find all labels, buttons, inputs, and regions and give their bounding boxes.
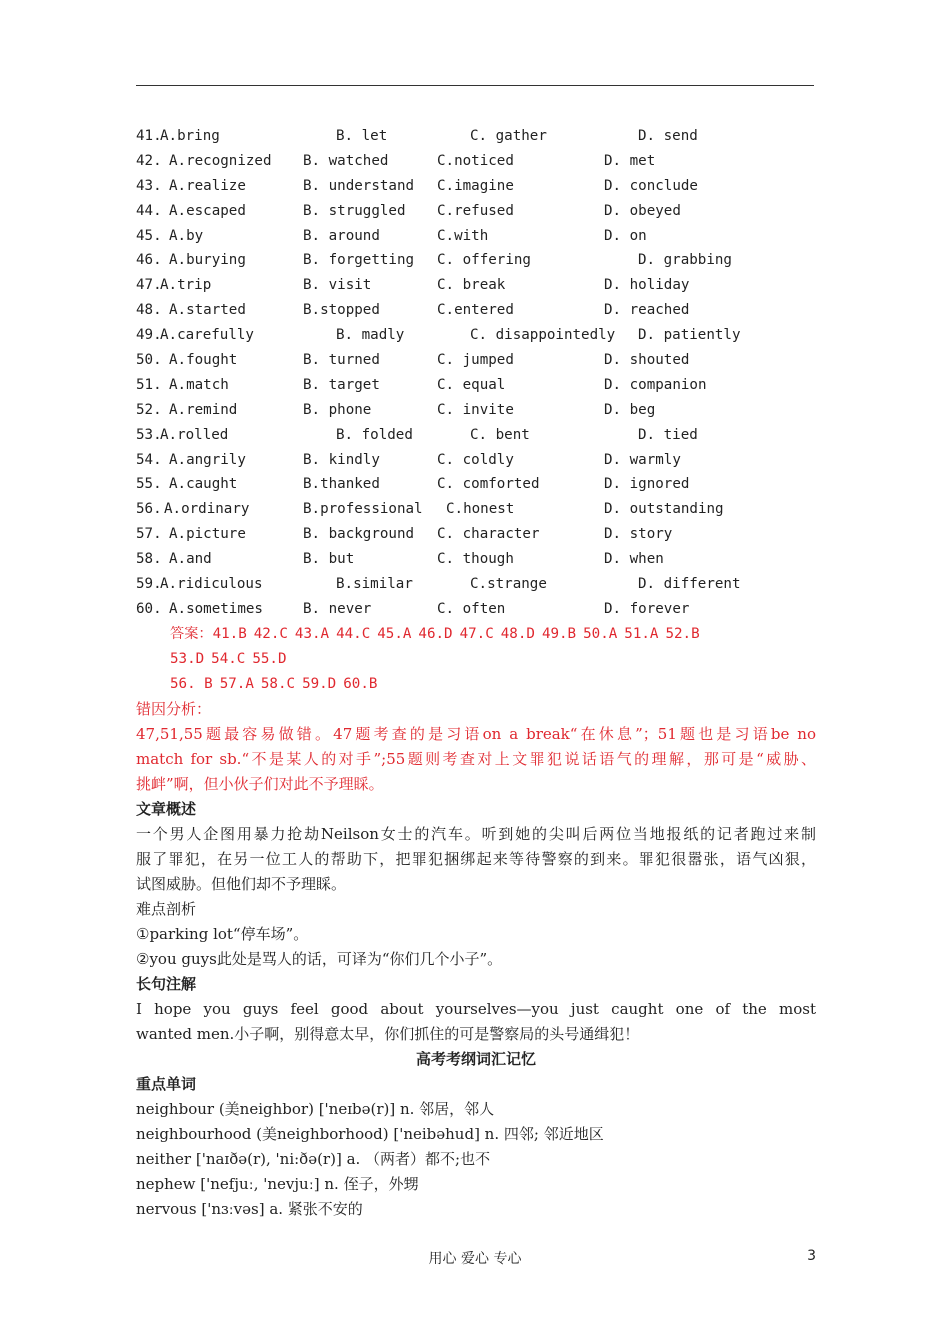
answer-entry: 45.A — [377, 625, 412, 642]
option-d: D. tied — [638, 426, 698, 443]
cloze-item-row — [136, 423, 816, 448]
cloze-item-row — [136, 522, 816, 547]
option-b: B. turned — [303, 352, 380, 369]
item-number: 48. — [136, 302, 162, 319]
cloze-item-row — [136, 497, 816, 522]
option-a: A.ridiculous — [160, 576, 263, 593]
cloze-item-row — [136, 373, 816, 398]
option-d: D. holiday — [604, 277, 690, 294]
difficulty-item: ①parking lot“停车场”。 — [136, 924, 309, 943]
option-d: D. forever — [604, 600, 690, 617]
option-a: A.caught — [169, 476, 238, 493]
error-analysis-heading: 错因分析： — [136, 699, 212, 718]
option-a: A.bring — [160, 128, 220, 144]
option-a: A.remind — [169, 401, 238, 418]
item-number: 46. — [136, 252, 162, 269]
error-analysis-line: 挑衅”啊，但小伙子们对此不予理睬。 — [136, 774, 384, 793]
option-a: A.rolled — [160, 426, 229, 443]
option-d: D. on — [604, 227, 647, 244]
option-b: B. never — [303, 600, 372, 617]
option-a: A.carefully — [160, 327, 254, 344]
summary-heading: 文章概述 — [136, 799, 197, 818]
item-number: 51. — [136, 376, 162, 393]
item-number: 53. — [136, 426, 162, 443]
option-b: B. madly — [336, 327, 405, 344]
option-b: B.professional — [303, 501, 423, 518]
cloze-options-list — [136, 124, 816, 622]
option-c: C. break — [437, 277, 506, 294]
option-c: C.entered — [437, 302, 514, 319]
answer-entry: 答案：41.B — [170, 625, 247, 642]
cloze-item-row — [136, 572, 816, 597]
answer-entry: 55.D — [252, 650, 287, 667]
cloze-item-row — [136, 248, 816, 273]
error-analysis-line: match for sb.“不是某人的对手”;55题则考查对上文罪犯说话语气的理解，那可是“威胁、 — [136, 749, 816, 768]
option-a: A.match — [169, 376, 229, 393]
vocab-entry: neither ['naɪðə(r), 'ni:ðə(r)] a. （两者）都不;也不 — [136, 1149, 491, 1168]
option-d: D. met — [604, 152, 656, 169]
item-number: 57. — [136, 526, 162, 543]
difficulty-item: ②you guys此处是骂人的话，可译为“你们几个小子”。 — [136, 949, 503, 968]
long-sentence-heading: 长句注解 — [136, 974, 197, 993]
item-number: 60. — [136, 600, 162, 617]
option-b: B. around — [303, 227, 380, 244]
item-number: 44. — [136, 202, 162, 219]
answer-entry: 43.A — [294, 625, 330, 642]
cloze-item-row — [136, 273, 816, 298]
option-d: D. ignored — [604, 476, 690, 493]
item-number: 52. — [136, 401, 162, 418]
vocab-entry: neighbourhood (美neighborhood) ['neibəhud] n. 四邻; 邻近地区 — [136, 1124, 604, 1143]
option-a: A.and — [169, 551, 212, 568]
option-d: D. conclude — [604, 177, 698, 194]
item-number: 47. — [136, 277, 162, 294]
option-b: B.similar — [336, 576, 413, 593]
option-d: D. warmly — [604, 451, 681, 468]
option-c: C. comforted — [437, 476, 540, 493]
option-c: C. invite — [437, 401, 514, 418]
item-number: 56. — [136, 501, 162, 518]
option-c: C. often — [437, 600, 506, 617]
header-rule — [136, 85, 814, 86]
vocab-entry: nephew ['nefjuː, 'nevjuː] n. 侄子，外甥 — [136, 1174, 419, 1193]
summary-line: 试图威胁。但他们却不予理睬。 — [136, 874, 347, 893]
option-d: D. patiently — [638, 327, 741, 344]
cloze-item-row — [136, 398, 816, 423]
option-c: C. disappointedly — [470, 327, 616, 344]
option-d: D. shouted — [604, 352, 690, 369]
option-d: D. grabbing — [638, 252, 732, 269]
option-a: A.trip — [160, 277, 212, 294]
option-b: B.stopped — [303, 302, 380, 319]
option-a: A.recognized — [169, 152, 272, 169]
summary-line: 一个男人企图用暴力抢劫Neilson女士的汽车。听到她的尖叫后两位当地报纸的记者跑过来制 — [136, 824, 816, 843]
answer-entry: 44.C — [336, 625, 371, 642]
option-b: B. but — [303, 551, 355, 568]
option-d: D. beg — [604, 401, 656, 418]
option-b: B. target — [303, 376, 380, 393]
option-b: B. watched — [303, 152, 389, 169]
option-c: C. though — [437, 551, 514, 568]
option-d: D. story — [604, 526, 673, 543]
option-a: A.started — [169, 302, 246, 319]
item-number: 50. — [136, 352, 162, 369]
option-c: C.honest — [446, 501, 515, 518]
vocab-heading: 重点单词 — [136, 1074, 197, 1093]
item-number: 58. — [136, 551, 162, 568]
answer-entry: 59.D — [302, 675, 337, 692]
option-b: B.thanked — [303, 476, 380, 493]
page-content — [136, 124, 816, 1222]
option-b: B. visit — [303, 277, 372, 294]
error-analysis-line: 47,51,55题最容易做错。47题考查的是习语on a break“在休息”；51题也是习语be no — [136, 724, 816, 743]
summary-line: 服了罪犯，在另一位工人的帮助下，把罪犯捆绑起来等待警察的到来。罪犯很嚣张，语气凶狠， — [136, 849, 816, 868]
answer-entry: 42.C — [253, 625, 288, 642]
option-b: B. phone — [303, 401, 372, 418]
option-c: C.with — [437, 227, 489, 244]
long-sentence-line: I hope you guys feel good about yourselves—you just caught one of the most — [136, 999, 816, 1018]
answer-line-1 — [136, 622, 816, 647]
item-number: 42. — [136, 152, 162, 169]
option-c: C. jumped — [437, 352, 514, 369]
option-a: A.fought — [169, 352, 238, 369]
cloze-item-row — [136, 547, 816, 572]
answer-entry: 53.D — [170, 650, 205, 667]
option-c: C. coldly — [437, 451, 514, 468]
cloze-item-row — [136, 348, 816, 373]
option-a: A.burying — [169, 252, 246, 269]
option-c: C.refused — [437, 202, 514, 219]
vocab-entry: nervous ['nɜːvəs] a. 紧张不安的 — [136, 1199, 363, 1218]
cloze-item-row — [136, 199, 816, 224]
option-a: A.angrily — [169, 451, 246, 468]
cloze-item-row — [136, 323, 816, 348]
page-number: 3 — [807, 1248, 816, 1264]
item-number: 54. — [136, 451, 162, 468]
option-d: D. send — [638, 128, 698, 144]
cloze-item-row — [136, 298, 816, 323]
option-d: D. when — [604, 551, 664, 568]
option-c: C.imagine — [437, 177, 514, 194]
answer-entry: 56. B — [170, 675, 213, 692]
answer-entry: 47.C — [459, 625, 494, 642]
option-d: D. obeyed — [604, 202, 681, 219]
answer-line-3 — [136, 672, 816, 697]
cloze-item-row — [136, 174, 816, 199]
option-b: B. struggled — [303, 202, 406, 219]
difficulties-heading: 难点剖析 — [136, 899, 197, 918]
cloze-item-row — [136, 149, 816, 174]
option-b: B. folded — [336, 426, 413, 443]
answer-entry: 48.D — [500, 625, 535, 642]
vocab-list — [136, 1097, 816, 1222]
cloze-item-row — [136, 472, 816, 497]
cloze-item-row — [136, 124, 816, 149]
option-a: A.sometimes — [169, 600, 263, 617]
item-number: 55. — [136, 476, 162, 493]
option-b: B. kindly — [303, 451, 380, 468]
cloze-item-row — [136, 448, 816, 473]
option-c: C. equal — [437, 376, 506, 393]
option-b: B. background — [303, 526, 415, 543]
cloze-item-row — [136, 224, 816, 249]
option-c: C.strange — [470, 576, 547, 593]
answer-entry: 52.B — [665, 625, 700, 642]
item-number: 59. — [136, 576, 162, 593]
answer-entry: 57.A — [219, 675, 254, 692]
option-a: A.ordinary — [164, 501, 250, 518]
answer-entry: 60.B — [343, 675, 378, 692]
option-d: D. companion — [604, 376, 707, 393]
option-a: A.escaped — [169, 202, 246, 219]
vocab-entry: neighbour (美neighbor) ['neɪbə(r)] n. 邻居，邻人 — [136, 1099, 495, 1118]
item-number: 41. — [136, 128, 162, 144]
option-b: B. forgetting — [303, 252, 415, 269]
answer-entry: 58.C — [260, 675, 296, 692]
option-b: B. let — [336, 128, 388, 144]
answer-entry: 49.B — [541, 625, 577, 642]
answer-entry: 54.C — [211, 650, 246, 667]
answer-entry: 51.A — [624, 625, 659, 642]
item-number: 45. — [136, 227, 162, 244]
footer-text: 用心 爱心 专心 — [428, 1251, 522, 1267]
answer-line-2 — [136, 647, 816, 672]
option-c: C. offering — [437, 252, 531, 269]
vocab-section-title: 高考考纲词汇记忆 — [415, 1049, 536, 1068]
option-b: B. understand — [303, 177, 415, 194]
option-a: A.picture — [169, 526, 246, 543]
answer-entry: 50.A — [583, 625, 618, 642]
option-c: C. character — [437, 526, 540, 543]
option-a: A.by — [169, 227, 204, 244]
option-a: A.realize — [169, 177, 246, 194]
option-d: D. outstanding — [604, 501, 724, 518]
item-number: 43. — [136, 177, 162, 194]
long-sentence-line: wanted men.小子啊，别得意太早，你们抓住的可是警察局的头号通缉犯！ — [136, 1024, 640, 1043]
item-number: 49. — [136, 327, 162, 344]
option-c: C. gather — [470, 128, 547, 144]
answer-key — [136, 622, 816, 697]
option-c: C. bent — [470, 426, 530, 443]
option-c: C.noticed — [437, 152, 514, 169]
cloze-item-row — [136, 597, 816, 622]
answer-entry: 46.D — [418, 625, 453, 642]
option-d: D. reached — [604, 302, 690, 319]
option-d: D. different — [638, 576, 741, 593]
